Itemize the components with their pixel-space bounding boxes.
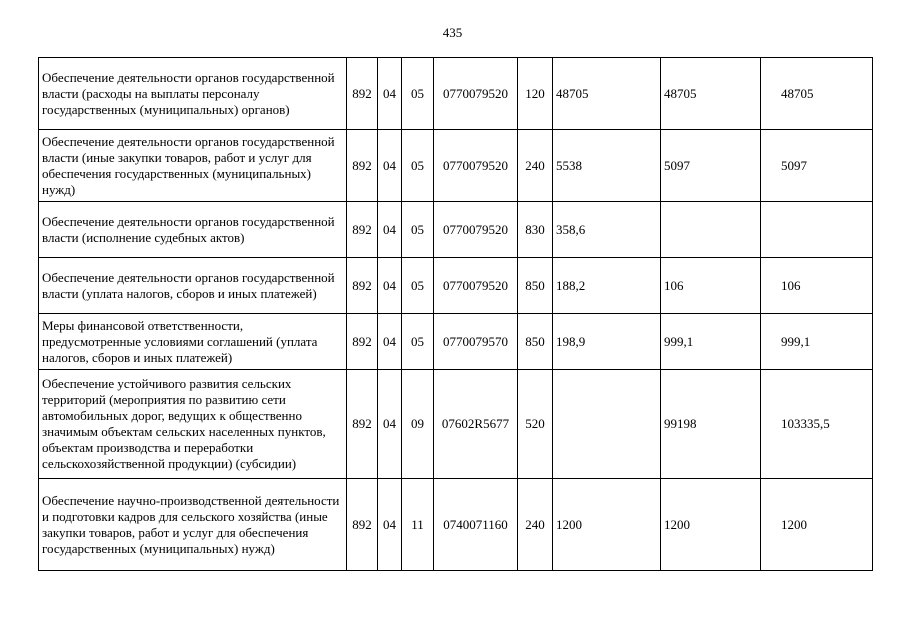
- target-article-cell: 0770079520: [434, 58, 518, 130]
- expense-type-cell: 240: [518, 479, 553, 571]
- expense-name-cell: Обеспечение научно-производственной деятельности и подготовки кадров для сельского хозяйства (иные закупки товаров, работ и услуг для обеспечения государственных (муниципальных) нужд): [39, 479, 347, 571]
- table-row: [39, 370, 873, 479]
- ministry-code-cell: 892: [347, 202, 378, 258]
- subsection-code-cell: 05: [402, 202, 434, 258]
- ministry-code-cell: 892: [347, 314, 378, 370]
- amount-year2-cell: 48705: [661, 58, 761, 130]
- amount-year1-cell: 1200: [553, 479, 661, 571]
- table-row: [39, 314, 873, 370]
- expense-type-cell: 830: [518, 202, 553, 258]
- expense-name-cell: Меры финансовой ответственности, предусмотренные условиями соглашений (уплата налогов, сборов и иных платежей): [39, 314, 347, 370]
- expense-name-cell: Обеспечение устойчивого развития сельских территорий (мероприятия по развитию сети автомобильных дорог, ведущих к общественно значимым объектам сельских населенных пунктов, объектам производства и переработки сельскохозяйственной продукции) (субсидии): [39, 370, 347, 479]
- expense-name-cell: Обеспечение деятельности органов государственной власти (исполнение судебных актов): [39, 202, 347, 258]
- expense-type-cell: 850: [518, 314, 553, 370]
- target-article-cell: 0770079520: [434, 130, 518, 202]
- amount-year1-cell: 198,9: [553, 314, 661, 370]
- amount-year3-cell: [761, 202, 873, 258]
- budget-table: [38, 57, 873, 571]
- expense-type-cell: 120: [518, 58, 553, 130]
- section-code-cell: 04: [378, 258, 402, 314]
- target-article-cell: 0770079570: [434, 314, 518, 370]
- amount-year1-cell: 188,2: [553, 258, 661, 314]
- expense-name-cell: Обеспечение деятельности органов государственной власти (расходы на выплаты персоналу государственных (муниципальных) органов): [39, 58, 347, 130]
- section-code-cell: 04: [378, 130, 402, 202]
- amount-year2-cell: 1200: [661, 479, 761, 571]
- amount-year3-cell: 48705: [761, 58, 873, 130]
- table-row: [39, 258, 873, 314]
- subsection-code-cell: 05: [402, 314, 434, 370]
- subsection-code-cell: 05: [402, 258, 434, 314]
- amount-year1-cell: 48705: [553, 58, 661, 130]
- ministry-code-cell: 892: [347, 58, 378, 130]
- expense-type-cell: 850: [518, 258, 553, 314]
- section-code-cell: 04: [378, 479, 402, 571]
- amount-year2-cell: 99198: [661, 370, 761, 479]
- ministry-code-cell: 892: [347, 130, 378, 202]
- subsection-code-cell: 09: [402, 370, 434, 479]
- section-code-cell: 04: [378, 58, 402, 130]
- amount-year3-cell: 999,1: [761, 314, 873, 370]
- target-article-cell: 0740071160: [434, 479, 518, 571]
- expense-name-cell: Обеспечение деятельности органов государственной власти (уплата налогов, сборов и иных платежей): [39, 258, 347, 314]
- table-row: [39, 58, 873, 130]
- expense-type-cell: 520: [518, 370, 553, 479]
- amount-year3-cell: 1200: [761, 479, 873, 571]
- page-number: 435: [442, 25, 463, 40]
- ministry-code-cell: 892: [347, 258, 378, 314]
- expense-type-cell: 240: [518, 130, 553, 202]
- amount-year3-cell: 106: [761, 258, 873, 314]
- table-body: [39, 58, 873, 571]
- table-row: [39, 202, 873, 258]
- section-code-cell: 04: [378, 314, 402, 370]
- target-article-cell: 07602R5677: [434, 370, 518, 479]
- amount-year2-cell: 106: [661, 258, 761, 314]
- subsection-code-cell: 11: [402, 479, 434, 571]
- ministry-code-cell: 892: [347, 370, 378, 479]
- amount-year1-cell: 358,6: [553, 202, 661, 258]
- amount-year1-cell: [553, 370, 661, 479]
- target-article-cell: 0770079520: [434, 258, 518, 314]
- table-row: [39, 479, 873, 571]
- amount-year2-cell: [661, 202, 761, 258]
- amount-year3-cell: 5097: [761, 130, 873, 202]
- amount-year2-cell: 5097: [661, 130, 761, 202]
- subsection-code-cell: 05: [402, 130, 434, 202]
- target-article-cell: 0770079520: [434, 202, 518, 258]
- amount-year2-cell: 999,1: [661, 314, 761, 370]
- ministry-code-cell: 892: [347, 479, 378, 571]
- section-code-cell: 04: [378, 370, 402, 479]
- section-code-cell: 04: [378, 202, 402, 258]
- table-row: [39, 130, 873, 202]
- expense-name-cell: Обеспечение деятельности органов государственной власти (иные закупки товаров, работ и услуг для обеспечения государственных (муниципальных) нужд): [39, 130, 347, 202]
- amount-year1-cell: 5538: [553, 130, 661, 202]
- amount-year3-cell: 103335,5: [761, 370, 873, 479]
- subsection-code-cell: 05: [402, 58, 434, 130]
